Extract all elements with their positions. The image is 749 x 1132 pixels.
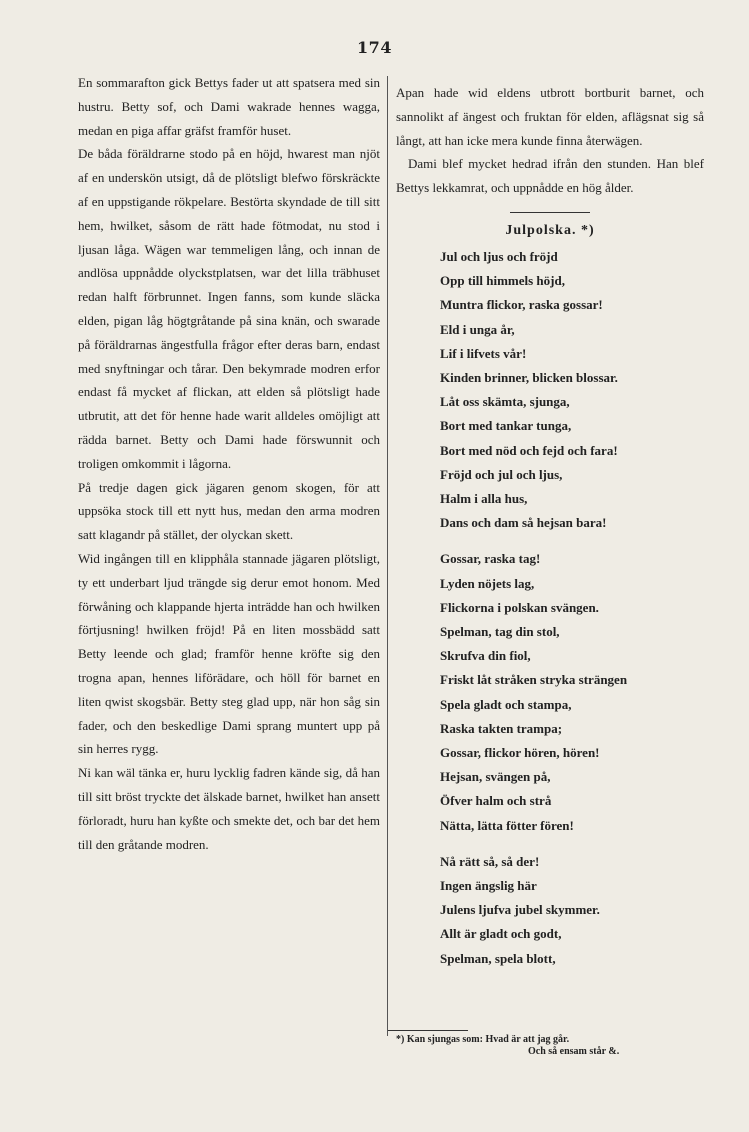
paragraph: Dami blef mycket hedrad ifrån den stunden. Han blef Bettys lekkamrat, och uppnådde en hög ålder. <box>396 156 704 196</box>
column-divider <box>387 76 388 1036</box>
verse-line: Opp till himmels höjd, <box>440 273 565 289</box>
left-column <box>78 71 380 856</box>
poem-title: Julpolska. *) <box>505 222 595 238</box>
footnote-line: Och så ensam står &. <box>528 1046 620 1057</box>
paragraph: Apan hade wid eldens utbrott bortburit barnet, och sannolikt af ängest och fruktan för elden, aflägsnat sig så långt, att han icke mera kunde finna återwägen. <box>396 85 704 148</box>
verse-line: Dans och dam så hejsan bara! <box>440 515 607 531</box>
footnote-line: *) Kan sjungas som: Hvad är att jag går. <box>396 1034 570 1045</box>
verse-line: Flickorna i polskan svängen. <box>440 599 599 615</box>
verse-line: Halm i alla hus, <box>440 491 528 507</box>
verse-line: Lif i lifvets vår! <box>440 345 527 361</box>
verse-line: Allt är gladt och godt, <box>440 926 562 942</box>
verse-line: Bort med nöd och fejd och fara! <box>440 442 618 458</box>
verse-line: Gossar, raska tag! <box>440 551 541 567</box>
verse-line: Spelman, tag din stol, <box>440 624 560 640</box>
paragraph: De båda föräldrarne stodo på en höjd, hwarest man njöt af en underskön utsigt, då de plötsligt blefwo förskräckte af en uppstigande rökpelare. Bestörta skyndade de till sitt hem, hwilket, såsom de rätt hade fötmodat, nu stod i ljusan låga. Wägen war temmeligen lång, och innan de andlösa uppnådde olyckstplatsen, war det lilla träbhuset redan halft förbrunnet. Ingen fanns, som kunde släcka elden, pigan låg högtgråtande på sina knän, och swarade på föräldrarnas ängestfulla frågor efter deras barn, endast med snyftningar och tårar. Den bekymrade modren erfor endast få mycket af flickan, att elden så plötsligt hade utbrutit, att det för henne hade warit alldeles omöjligt att rädda barnet. Betty och Dami hade förswunnit och troligen omkommit i lågorna. <box>78 146 380 471</box>
verse-line: Gossar, flickor hören, hören! <box>440 745 600 761</box>
stanza <box>396 547 704 837</box>
verse-line: Nå rätt så, så der! <box>440 853 540 869</box>
verse-line: Raska takten trampa; <box>440 720 563 736</box>
right-column <box>396 81 704 983</box>
verse-line: Ingen ängslig här <box>440 878 537 894</box>
verse-line: Lyden nöjets lag, <box>440 575 535 591</box>
verse-line: Öfver halm och strå <box>440 793 552 809</box>
verse-line: Låt oss skämta, sjunga, <box>440 394 570 410</box>
stanza <box>396 245 704 535</box>
paragraph: En sommarafton gick Bettys fader ut att spatsera med sin hustru. Betty sof, och Dami wakrade hennes wagga, medan en piga affar gräfst framför huset. <box>78 75 380 138</box>
paragraph: Wid ingången till en klipphåla stannade jägaren plötsligt, ty ett underbart ljud trängde sig derur emot honom. Med förwåning och klappande hjerta inträdde han och hwilken förtjusning! hwilken fröjd! På en liten mossbädd satt Betty leende och glad; framför henne kröfte sig den trogna apan, hennes liförädare, och höll för barnet en liten qwist skogsbär. Betty steg glad upp, när hon såg sin fader, och den beskedlige Dami sprang muntert upp på sin herres rygg. <box>78 550 380 757</box>
verse-line: Friskt låt stråken stryka strängen <box>440 672 628 688</box>
verse-line: Spelman, spela blott, <box>440 950 556 966</box>
verse-line: Nätta, lätta fötter fören! <box>440 817 574 833</box>
verse-line: Bort med tankar tunga, <box>440 418 572 434</box>
verse-line: Spela gladt och stampa, <box>440 696 572 712</box>
section-rule <box>510 212 590 213</box>
verse-line: Kinden brinner, blicken blossar. <box>440 370 618 385</box>
verse-line: Eld i unga år, <box>440 321 515 337</box>
page-number: 174 <box>357 38 392 57</box>
verse-line: Fröjd och jul och ljus, <box>440 466 563 482</box>
verse-line: Hejsan, svängen på, <box>440 769 551 785</box>
paragraph: På tredje dagen gick jägaren genom skogen, för att uppsöka stock till ett nytt hus, medan den arma modren satt klagandr på stället, der olyckan skett. <box>78 479 380 543</box>
verse-line: Skrufva din fiol, <box>440 648 531 664</box>
verse-line: Muntra flickor, raska gossar! <box>440 297 603 313</box>
stanza <box>396 850 704 971</box>
paragraph: Ni kan wäl tänka er, huru lycklig fadren kände sig, då han till sitt bröst tryckte det älskade barnet, hwilket han ansett förloradt, huru han kyßte och smekte det, och bar det hem till den gråtande modren. <box>78 765 380 852</box>
verse-line: Julens ljufva jubel skymmer. <box>440 902 600 918</box>
footnote-rule <box>388 1030 468 1031</box>
verse-line: Jul och ljus och fröjd <box>440 248 558 264</box>
footnote <box>396 1034 696 1058</box>
